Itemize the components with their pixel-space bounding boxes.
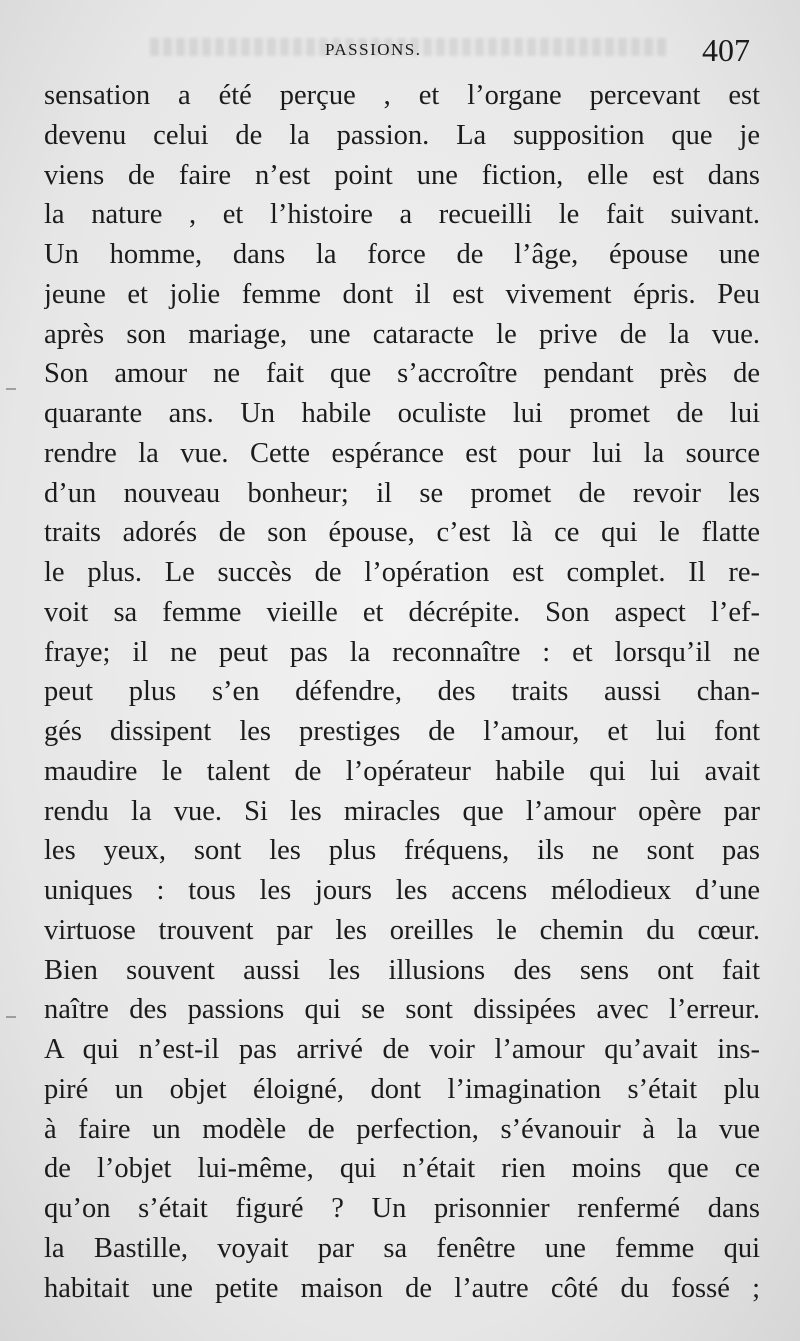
- text-line: quarante ans. Un habile oculiste lui promet de lui: [44, 398, 760, 429]
- margin-mark: [6, 1016, 16, 1018]
- margin-mark: [6, 388, 16, 390]
- body-text: [44, 76, 760, 1308]
- text-line: les yeux, sont les plus fréquens, ils ne sont pas: [44, 835, 760, 867]
- text-line: jeune et jolie femme dont il est vivement épris. Peu: [44, 278, 760, 310]
- running-head: [0, 32, 800, 70]
- text-line: la nature , et l’histoire a recueilli le fait suivant.: [44, 199, 760, 231]
- text-line: habitait une petite maison de l’autre côté du fossé ;: [44, 1272, 760, 1304]
- page-number: 407: [702, 32, 750, 68]
- text-line: uniques : tous les jours les accens mélodieux d’une: [44, 875, 760, 906]
- text-line: peut plus s’en défendre, des traits aussi chan-: [44, 676, 760, 708]
- text-line: la Bastille, voyait par sa fenêtre une femme qui: [44, 1232, 760, 1264]
- text-line: fraye; il ne peut pas la reconnaître : et lorsqu’il ne: [44, 636, 760, 668]
- text-line: rendu la vue. Si les miracles que l’amour opère par: [44, 795, 760, 827]
- text-line: virtuose trouvent par les oreilles le chemin du cœur.: [44, 914, 760, 946]
- text-line: sensation a été perçue , et l’organe percevant est: [44, 80, 760, 111]
- text-line: viens de faire n’est point une fiction, elle est dans: [44, 159, 760, 191]
- text-line: qu’on s’était figuré ? Un prisonnier renfermé dans: [44, 1193, 760, 1224]
- text-line: A qui n’est-il pas arrivé de voir l’amour qu’avait ins-: [44, 1034, 760, 1065]
- text-line: le plus. Le succès de l’opération est complet. Il re-: [44, 557, 760, 588]
- text-line: voit sa femme vieille et décrépite. Son aspect l’ef-: [44, 596, 760, 628]
- text-line: Un homme, dans la force de l’âge, épouse une: [44, 239, 760, 270]
- text-line: Son amour ne fait que s’accroître pendant près de: [44, 358, 760, 390]
- text-line: traits adorés de son épouse, c’est là ce qui le flatte: [44, 517, 760, 549]
- text-line: rendre la vue. Cette espérance est pour lui la source: [44, 437, 760, 469]
- text-line: de l’objet lui-même, qui n’était rien moins que ce: [44, 1153, 760, 1185]
- text-line: devenu celui de la passion. La supposition que je: [44, 119, 760, 151]
- text-line: maudire le talent de l’opérateur habile qui lui avait: [44, 755, 760, 787]
- text-line: naître des passions qui se sont dissipées avec l’erreur.: [44, 994, 760, 1026]
- text-line: à faire un modèle de perfection, s’évanouir à la vue: [44, 1113, 760, 1145]
- text-line: d’un nouveau bonheur; il se promet de revoir les: [44, 477, 760, 509]
- text-line: piré un objet éloigné, dont l’imagination s’était plu: [44, 1073, 760, 1105]
- text-line: gés dissipent les prestiges de l’amour, et lui font: [44, 716, 760, 747]
- running-title: PASSIONS.: [325, 40, 422, 59]
- text-line: après son mariage, une cataracte le prive de la vue.: [44, 318, 760, 350]
- text-line: Bien souvent aussi les illusions des sens ont fait: [44, 954, 760, 986]
